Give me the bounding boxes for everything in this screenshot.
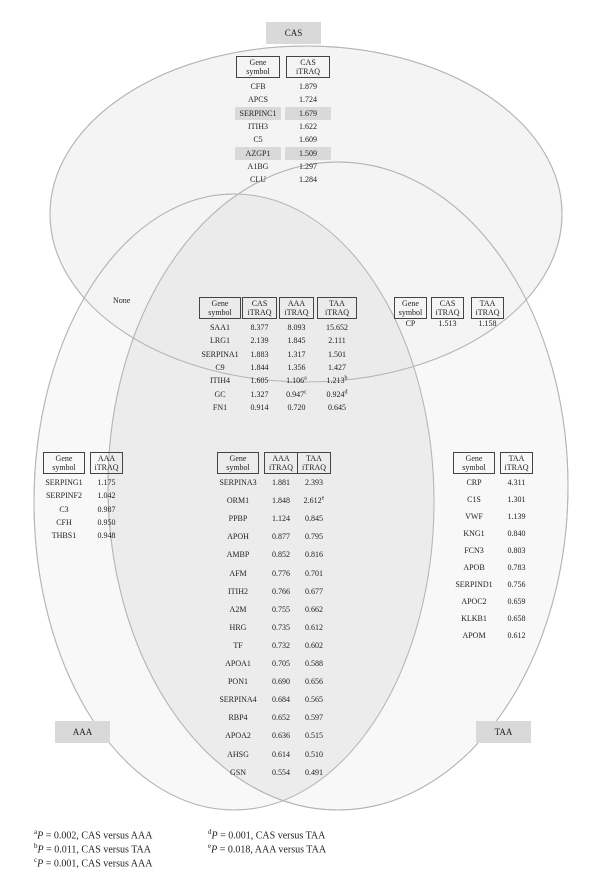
table-cell: SAA1 [209, 323, 230, 332]
table-cell: GSN [229, 767, 246, 777]
column-header: CAS iTRAQ [242, 297, 277, 319]
table-row [453, 595, 533, 608]
table-row [236, 147, 330, 160]
table-cell: 1.879 [299, 82, 317, 91]
table-cell: 1.622 [299, 121, 317, 131]
table-cell: C9 [215, 362, 225, 372]
column-header: CAS iTRAQ [431, 297, 464, 319]
column-header: TAA iTRAQ [500, 452, 533, 474]
table-cell: CRP [466, 478, 482, 487]
table-row [217, 729, 331, 742]
table-cell: APOC2 [461, 597, 487, 606]
table-cell: THBS1 [51, 531, 77, 541]
table-cell: C5 [253, 135, 263, 145]
table-cell: 0.602 [305, 640, 323, 650]
table-row [217, 675, 331, 688]
table-cell: 1.139 [507, 512, 526, 521]
table-cell: 2.111 [328, 336, 346, 346]
table-row [217, 530, 331, 543]
table-row [236, 160, 330, 173]
table-cell: 8.093 [287, 323, 306, 332]
table-cell: APOB [463, 563, 485, 572]
footnote-b: $^b$P = 0.011, CAS versus TAA [34, 842, 151, 856]
table-row [394, 317, 504, 330]
table-cell: FCN3 [464, 546, 484, 555]
table-cell: 1.724 [299, 95, 317, 105]
taa-set-label: TAA [476, 721, 531, 743]
table-row [236, 107, 330, 120]
table-cell: 0.612 [305, 622, 323, 632]
table-cell: 2.612e [303, 495, 325, 506]
column-header: Gene symbol [43, 452, 85, 474]
table-row [217, 603, 331, 616]
table-cell: 0.658 [507, 614, 526, 623]
table-cell: 1.327 [250, 389, 269, 399]
table-cell: 0.948 [97, 531, 116, 541]
table-cell: AMBP [226, 550, 250, 560]
table-cell: A2M [229, 604, 247, 614]
table-cell: 0.636 [272, 731, 290, 741]
table-cell: 0.756 [507, 580, 526, 589]
table-cell: 0.947$^c$ [286, 388, 307, 399]
table-cell: SERPINA4 [219, 695, 257, 705]
table-cell: ITIH4 [210, 376, 230, 386]
table-cell: 0.645 [328, 402, 346, 412]
table-cell: 0.510 [305, 749, 323, 759]
table-cell: 0.924$^d$ [326, 388, 348, 399]
table-cell: 1.509 [299, 148, 317, 158]
table-cell: 1.213$^b$ [326, 375, 348, 386]
table-row [199, 321, 357, 334]
table-cell: 0.515 [305, 731, 323, 741]
table-cell: 15.652 [326, 323, 348, 332]
table-cell: ITIH3 [248, 121, 268, 131]
table-cell: CFB [250, 82, 266, 91]
table-row [43, 503, 123, 516]
table-cell: ORM1 [226, 496, 250, 506]
table-cell: 0.554 [272, 767, 290, 777]
table-cell: 0.950 [97, 517, 116, 527]
table-cell: 0.662 [305, 604, 323, 614]
column-header: Gene symbol [217, 452, 259, 474]
significance-marker: d [344, 388, 348, 395]
table-cell: 0.684 [272, 695, 290, 705]
column-header: Gene symbol [394, 297, 427, 319]
table-cell: 0.656 [305, 677, 323, 687]
table-cell: 0.735 [272, 622, 290, 632]
table-cell: A1BG [247, 161, 269, 171]
significance-marker: c [304, 388, 307, 395]
table-row [199, 334, 357, 347]
table-row [217, 657, 331, 670]
table-cell: PPBP [228, 514, 248, 524]
table-cell: 0.491 [305, 767, 323, 777]
table-cell: VWF [465, 512, 483, 521]
table-cell: 0.701 [305, 568, 323, 578]
table-row [43, 476, 123, 489]
table-row [236, 93, 330, 106]
table-cell: 0.755 [272, 604, 290, 614]
table-row [217, 512, 331, 525]
table-cell: KNG1 [463, 529, 485, 538]
table-cell: APOA2 [225, 731, 251, 741]
table-row [453, 544, 533, 557]
table-row [236, 173, 330, 186]
table-cell: 1.609 [299, 135, 317, 145]
table-row [217, 621, 331, 634]
aaa-set-label: AAA [55, 721, 110, 743]
table-row [236, 133, 330, 146]
table-cell: 1.679 [299, 108, 317, 118]
table-cell: TF [233, 640, 243, 650]
table-cell: 2.393 [305, 478, 323, 487]
footnote-a: $^a$P = 0.002, CAS versus AAA [34, 828, 153, 842]
table-cell: APOH [227, 532, 249, 542]
table-cell: 1.427 [328, 362, 346, 372]
footnote-e: $^e$P = 0.018, AAA versus TAA [208, 842, 327, 856]
table-cell: KLKB1 [461, 614, 487, 623]
table-row [217, 494, 331, 507]
table-cell: SERPINF2 [45, 491, 82, 501]
table-cell: SERPINA3 [219, 478, 257, 487]
table-cell: 0.612 [507, 631, 526, 640]
table-row [453, 476, 533, 489]
table-row [453, 493, 533, 506]
column-header: AAA iTRAQ [90, 452, 123, 474]
table-cell: 8.377 [250, 323, 269, 332]
significance-marker: a [304, 375, 307, 382]
footnote-c: $^c$P = 0.001, CAS versus AAA [34, 856, 153, 870]
table-row [217, 711, 331, 724]
table-cell: 0.795 [305, 532, 323, 542]
table-cell: 1.124 [272, 514, 290, 524]
table-cell: 0.816 [305, 550, 323, 560]
table-cell: CLU [250, 175, 266, 185]
table-cell: 1.106$^a$ [286, 375, 307, 386]
table-cell: 0.803 [507, 546, 526, 555]
significance-marker: b [344, 375, 348, 382]
column-header: Gene symbol [236, 56, 280, 78]
table-row [199, 388, 357, 401]
table-cell: 0.840 [507, 529, 526, 538]
table-cell: RBP4 [228, 713, 248, 723]
table-cell: C3 [59, 504, 69, 514]
table-cell: 0.766 [272, 586, 290, 596]
table-cell: 0.652 [272, 713, 290, 723]
table-cell: 0.614 [272, 749, 290, 759]
table-cell: LRG1 [210, 336, 230, 346]
table-cell: 0.588 [305, 659, 323, 668]
table-row [236, 120, 330, 133]
table-cell: SERPINA1 [201, 349, 239, 359]
table-cell: APOA1 [225, 659, 251, 668]
column-header: Gene symbol [453, 452, 495, 474]
table-cell: APCS [247, 95, 268, 105]
table-cell: 1.297 [299, 161, 317, 171]
table-cell: 1.284 [299, 175, 317, 185]
table-cell: 2.139 [250, 336, 269, 346]
table-cell: 0.783 [507, 563, 526, 572]
table-cell: 0.690 [272, 677, 290, 687]
table-cell: 0.852 [272, 550, 290, 560]
table-cell: 0.914 [250, 402, 269, 412]
table-row [236, 80, 330, 93]
table-row [453, 612, 533, 625]
table-cell: 1.845 [287, 336, 306, 346]
table-row [43, 529, 123, 542]
table-cell: 0.720 [287, 402, 306, 412]
table-cell: 1.175 [97, 478, 116, 487]
table-cell: 1.301 [507, 495, 526, 504]
table-row [453, 561, 533, 574]
table-cell: 4.311 [507, 478, 526, 487]
table-row [217, 748, 331, 761]
table-cell: SERPIND1 [455, 580, 493, 589]
column-header: TAA iTRAQ [471, 297, 504, 319]
table-cell: C1S [467, 495, 481, 504]
table-row [453, 510, 533, 523]
footnote-d: $^d$P = 0.001, CAS versus TAA [208, 828, 326, 842]
column-header: TAA iTRAQ [297, 452, 331, 474]
table-cell: 1.042 [97, 491, 116, 501]
table-cell: 1.881 [272, 478, 290, 487]
table-row [217, 585, 331, 598]
table-cell: 1.317 [287, 349, 306, 359]
table-cell: 0.987 [97, 504, 116, 514]
table-cell: 1.844 [250, 362, 269, 372]
table-cell: 0.597 [305, 713, 323, 723]
table-cell: 1.883 [250, 349, 269, 359]
table-cell: APOM [462, 631, 486, 640]
significance-marker: e [321, 495, 325, 502]
table-row [217, 639, 331, 652]
cas-set-label: CAS [266, 22, 321, 44]
table-cell: 1.605 [250, 376, 269, 386]
table-row [199, 361, 357, 374]
table-cell: SERPING1 [45, 478, 83, 487]
table-row [43, 516, 123, 529]
column-header: Gene symbol [199, 297, 241, 319]
table-cell: AHSG [227, 749, 249, 759]
table-cell: ITIH2 [228, 586, 248, 596]
column-header: TAA iTRAQ [317, 297, 357, 319]
table-row [217, 693, 331, 706]
table-cell: 0.877 [272, 532, 290, 542]
table-row [453, 629, 533, 642]
table-cell: AFM [229, 568, 247, 578]
table-cell: CFH [56, 517, 72, 527]
table-cell: 1.848 [272, 496, 290, 506]
table-cell: GC [214, 389, 226, 399]
table-cell: 1.501 [328, 349, 346, 359]
table-row [217, 548, 331, 561]
table-row [453, 578, 533, 591]
table-row [217, 567, 331, 580]
table-cell: FN1 [212, 402, 228, 412]
table-row [199, 401, 357, 414]
table-row [453, 527, 533, 540]
table-row [217, 476, 331, 489]
column-header: AAA iTRAQ [264, 452, 298, 474]
table-cell: 0.659 [507, 597, 526, 606]
table-cell: 1.356 [287, 362, 306, 372]
table-row [43, 489, 123, 502]
column-header: CAS iTRAQ [286, 56, 330, 78]
table-cell: PON1 [227, 677, 248, 687]
table-cell: 0.776 [272, 568, 290, 578]
table-cell: 0.845 [305, 514, 323, 524]
table-cell: 1.513 [438, 319, 457, 328]
table-cell: 0.565 [305, 695, 323, 705]
table-cell: 1.158 [478, 319, 497, 328]
table-row [199, 374, 357, 387]
table-cell: CP [405, 319, 416, 328]
table-cell: AZGP1 [245, 148, 271, 158]
empty-region-label: None [113, 296, 131, 305]
table-row [199, 348, 357, 361]
column-header: AAA iTRAQ [279, 297, 314, 319]
table-row [217, 766, 331, 779]
table-cell: 0.677 [305, 586, 323, 596]
table-cell: SERPINC1 [239, 108, 277, 118]
table-cell: 0.705 [272, 659, 290, 668]
table-cell: HRG [229, 622, 247, 632]
table-cell: 0.732 [272, 640, 290, 650]
